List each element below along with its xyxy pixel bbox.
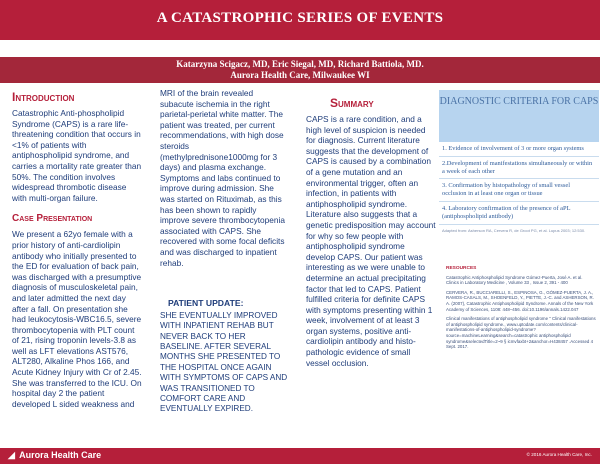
introduction-text: Catastrophic Anti-phospholipid Syndrome (CAPS) is a rare life-threatening condition that occurs in <1% of patients with antiphospholipid syndrome, and carries a mortality rate greater than 50%. The condition involves widespread thrombotic disease with multi-organ failure. [12, 108, 142, 203]
poster-title: A CATASTROPHIC SERIES OF EVENTS [156, 10, 444, 26]
column-introduction [12, 90, 143, 409]
introduction-heading: Introduction [12, 90, 75, 104]
case-presentation-text: We present a 62yo female with a prior history of anti-cardiolipin antibody who initially presented to the ED for evaluation of back pain, was discharged with a presumptive diagnosis of musculoskeletal pain, and later admitted the next day after a fall. On presentation she had leukocytosis-WBC16.5, severe thrombocytopenia with PLT count of 21, rising troponin levels-3.8 as well as LFT elevations AST576, ALT280, Alkaline Phos 166, and Acute Kidney Injury with Cr of 2.45. She was transferred to the ICU. On hospital day 2 the patient developed L sided weakness and [12, 229, 142, 409]
patient-update-text: SHE EVENTUALLY IMPROVED WITH INPATIENT REHAB BUT NEVER BACK TO HER BASELINE. AFTER SEVERAL MONTHS SHE PRESENTED TO THE HOSPITAL ONCE AGAIN WITH SYMPTOMS OF CAPS AND WAS TRANSITIONED TO COMFORT CARE AND EVENTUALLY EXPIRED. [160, 310, 288, 414]
criteria-item: 2.Development of manifestations simultaneously or within a week of each other [439, 157, 599, 180]
title-banner [0, 0, 600, 40]
criteria-footnote: Adapted from: Asherson RA, Cervera R, de Groot PG, et al. Lupus 2003; 12:530. [442, 227, 586, 233]
summary-text: CAPS is a rare condition, and a high level of suspicion is needed for diagnosis. Current literature suggests that the development of CAPS is caused by a combination of a gene mutation and an environmental trigger, often an infection, in patients with antiphospholipid syndrome. Literature also suggests that a genetic predisposition may account for why so few people with antiphospholipid syndrome develop CAPS. Our patient was interesting as we were unable to determine an actual precipitating factor that led to CAPS. Patient fulfilled criteria for definite CAPS with symptoms presenting within 1 week, involvement of at least 3 organ systems, positive anti-cardiolipin antibody and histo-pathologic evidence of small vessel occlusion. [306, 114, 436, 368]
reference-item: Clinical manifestations of antiphospholipid syndrome " Clinical manifestations of antiphospholipid syndrome., www.uptodate.com/contents/clinical-manifestations-of-antiphospholipid-syndrome?source=machineLearning&search=catastrophic antiphospholipid syndrome&selectedTitle=2~9 § icmvfaxbt+2&anchor=H438457 .Accessed 4 Sept. 2017. [446, 316, 596, 350]
case-presentation-heading: Case Presentation [12, 213, 93, 225]
diagnostic-criteria-heading: DIAGNOSTIC CRITERIA FOR CAPS [439, 90, 599, 142]
aurora-logo [8, 450, 101, 461]
references-heading: RESOURCES [446, 266, 477, 271]
copyright-text: © 2016 Aurora Health Care, Inc. [526, 452, 592, 457]
reference-item: CERVERA, R., BUCCIARELLI, S., ESPINOSA, G., GÓMEZ-PUERTA, J. A., RAMOS-CASALS, M., SHOENFELD, Y., PIETTE, J.-C. and ASHERSON, R. A. (2007), Catastrophic Antiphospholipid Syndrome. Annals of the New York Academy of Sciences, 1108: 448–456. doi:10.1196/annals.1422.047 [446, 289, 594, 312]
authors-line: Katarzyna Scigacz, MD, Eric Siegal, MD, Richard Battiola, MD. [176, 59, 424, 69]
criteria-item: 3. Confirmation by histopathology of small vessel occlusion in at least one organ or tissue [439, 179, 599, 202]
column-case-continued [160, 88, 288, 415]
column-summary [306, 96, 436, 368]
aurora-logo-icon: ◢ [8, 450, 15, 460]
footer-bar [0, 448, 600, 464]
aurora-logo-text: Aurora Health Care [19, 450, 102, 460]
reference-item: Catastrophic Antiphospholipid Syndrome Gómez-Puerta, José A. et al. Clinics in Laboratory Medicine , Volume 33 , Issue 2, 391 - 400 [446, 274, 583, 286]
authors-bar [0, 57, 600, 83]
affiliation-line: Aurora Health Care, Milwaukee WI [230, 70, 370, 80]
case-continued-text: MRI of the brain revealed subacute ischemia in the right parietal-perietal white matter. The patient was treated, per current recommendations, with high dose steroids (methylprednisone1000mg for 3 days) and plasma exchange. Symptoms and labs continued to improve during admission. She was started on Rituximab, as this has been shown to rapidly improve severe thrombocytopenia associated with CAPS. She recovered with some focal deficits and was discharged to inpatient rehab. [160, 88, 285, 268]
patient-update-heading: PATIENT UPDATE: [168, 298, 244, 309]
references-section [446, 266, 596, 354]
criteria-item: 1. Evidence of involvement of 3 or more organ systems [439, 142, 599, 157]
criteria-item: 4. Laboratory confirmation of the presence of aPL (antiphospholipid antibody) [439, 202, 599, 225]
summary-heading: Summary [330, 96, 374, 110]
